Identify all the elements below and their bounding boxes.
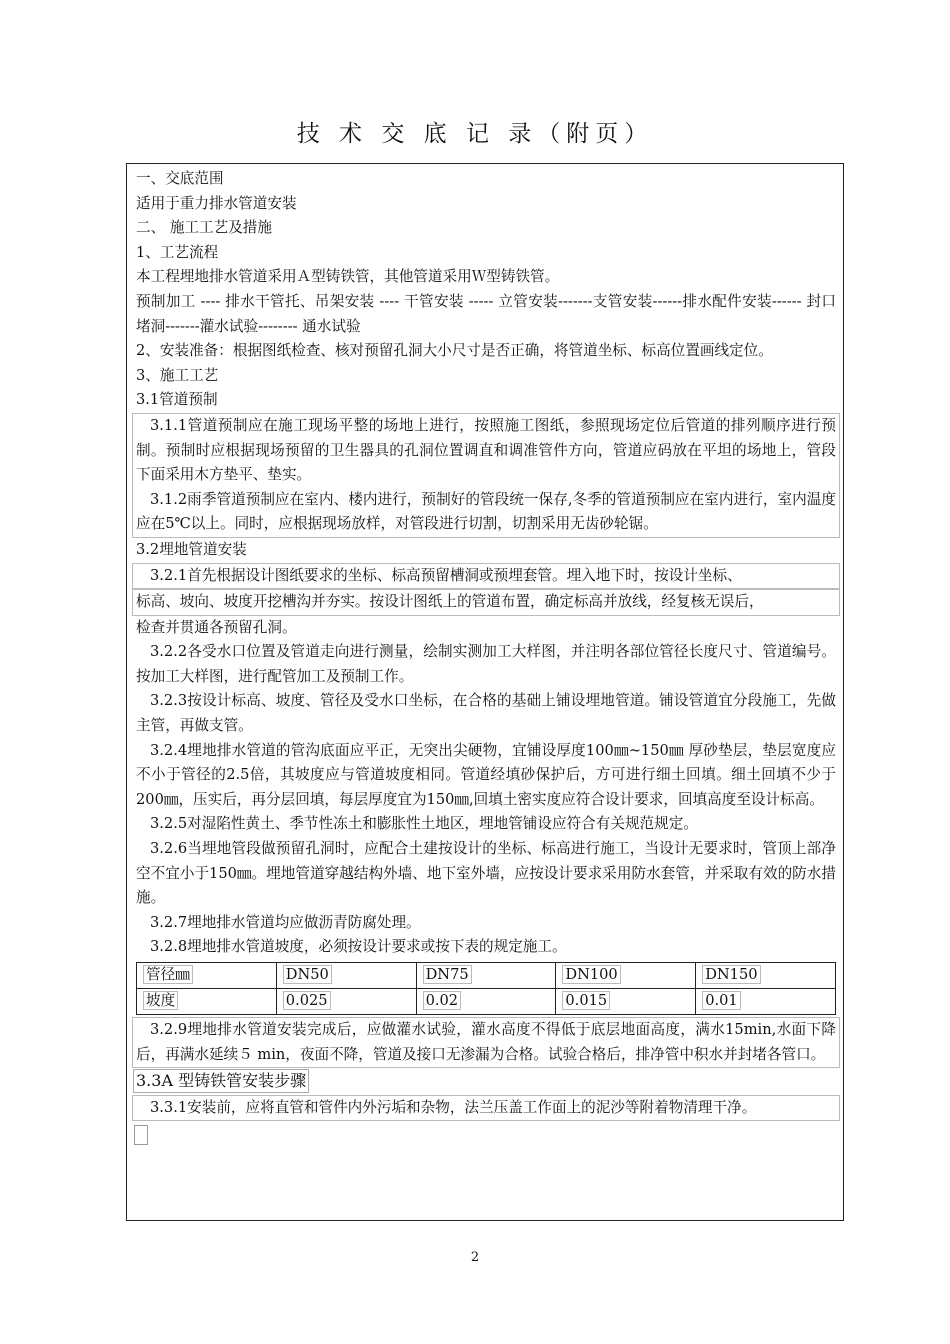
table-cell: DN100 — [556, 963, 696, 989]
section-process-heading: 二、 施工工艺及措施 — [136, 219, 272, 237]
table-cell: 0.01 — [696, 989, 836, 1015]
paragraph-3-2-3: 3.2.3按设计标高、坡度、管径及受水口坐标，在合格的基础上铺设埋地管道。铺设管道宜分段施工，先做主管，再做支管。 — [136, 692, 836, 735]
paragraph-3-2-5: 3.2.5对湿陷性黄土、季节性冻土和膨胀性土地区，埋地管铺设应符合有关规范规定。 — [150, 815, 698, 833]
prefab-paragraphs-box — [132, 413, 840, 538]
paragraph-3-2-9: 3.2.9埋地排水管道安装完成后，应做灌水试验，灌水高度不得低于底层地面高度，满水15min,水面下降后，再满水延续５ min，夜面不降，管道及接口无渗漏为合格。试验合格后，排净管中积水并封堵各管口。 — [132, 1017, 840, 1068]
paragraph-3-2-1-line1: 3.2.1首先根据设计图纸要求的坐标、标高预留槽洞或预埋套管。埋入地下时，按设计坐标、 — [132, 563, 840, 590]
pipe-prefab-heading: 3.1管道预制 — [136, 391, 218, 409]
paragraph-3-2-1-line3: 检查并贯通各预留孔洞。 — [136, 618, 297, 636]
empty-text-box[interactable] — [134, 1125, 148, 1145]
table-cell: 0.02 — [416, 989, 556, 1015]
process-flow-heading: 1、工艺流程 — [136, 243, 219, 261]
paragraph-3-1-2: 3.1.2雨季管道预制应在室内、楼内进行，预制好的管段统一保存,冬季的管道预制应在室内进行，室内温度应在5℃以上。同时，应根据现场放样，对管段进行切割，切割采用无齿砂轮锯。 — [136, 490, 836, 533]
table-cell: DN150 — [696, 963, 836, 989]
paragraph-3-2-1-line2: 标高、坡向、坡度开挖槽沟并夯实。按设计图纸上的管道布置，确定标高并放线，经复核无误后， — [132, 589, 840, 616]
process-flow-text: 预制加工 ---- 排水干管托、吊架安装 ---- 干管安装 ----- 立管安装-------支管安装------排水配件安装------ 封口堵洞-------灌水试验-------- 通水试验 — [136, 292, 836, 335]
table-cell: 坡度 — [137, 989, 277, 1015]
pipe-type-text: 本工程埋地排水管道采用Ａ型铸铁管，其他管道采用Ｗ型铸铁管。 — [136, 268, 560, 286]
paragraph-3-1-1: 3.1.1管道预制应在施工现场平整的场地上进行，按照施工图纸，参照现场定位后管道的排列顺序进行预制。预制时应根据现场预留的卫生器具的孔洞位置调直和调准管件方向，管道应码放在平坦的场地上，管段下面采用木方垫平、垫实。 — [136, 416, 836, 484]
paragraph-3-2-7: 3.2.7埋地排水管道均应做沥青防腐处理。 — [150, 913, 421, 931]
scope-text: 适用于重力排水管道安装 — [136, 194, 297, 212]
section-scope-heading: 一、交底范围 — [136, 170, 224, 187]
table-row — [137, 989, 836, 1015]
cast-iron-install-heading: 3.3A 型铸铁管安装步骤 — [133, 1069, 309, 1093]
paragraph-3-3-1: 3.3.1安装前，应将直管和管件内外污垢和杂物，法兰压盖工作面上的泥沙等附着物清理干净。 — [132, 1095, 840, 1122]
installation-prep-text: 2、安装准备：根据图纸检查、核对预留孔洞大小尺寸是否正确，将管道坐标、标高位置画线定位。 — [136, 342, 773, 360]
paragraph-3-2-2: 3.2.2各受水口位置及管道走向进行测量，绘制实测加工大样图，并注明各部位管径长度尺寸、管道编号。按加工大样图，进行配管加工及预制工作。 — [136, 643, 836, 685]
slope-table — [136, 962, 836, 1015]
document-title: 技 术 交 底 记 录（附页） — [296, 121, 654, 147]
table-cell: DN50 — [276, 963, 416, 989]
table-cell: 0.015 — [556, 989, 696, 1015]
paragraph-3-2-4: 3.2.4埋地排水管道的管沟底面应平正，无突出尖硬物，宜铺设厚度100㎜~150㎜ 厚砂垫层，垫层宽度应不小于管径的2.5倍，其坡度应与管道坡度相同。管道经填砂保护后，方可进行细土回填。细土回填不少于200㎜，压实后，再分层回填，每层厚度宜为150㎜,回填土密实度应符合设计要求，回填高度至设计标高。 — [136, 741, 836, 808]
cast-iron-heading-row — [136, 1068, 836, 1095]
buried-pipe-heading: 3.2埋地管道安装 — [136, 540, 247, 558]
page-number: 2 — [470, 1250, 480, 1265]
construction-process-heading: 3、施工工艺 — [136, 366, 219, 384]
table-cell: DN75 — [416, 963, 556, 989]
record-content — [136, 167, 836, 1145]
table-row — [137, 963, 836, 989]
table-cell: 管径㎜ — [137, 963, 277, 989]
table-cell: 0.025 — [276, 989, 416, 1015]
paragraph-3-2-6: 3.2.6当埋地管段做预留孔洞时，应配合土建按设计的坐标、标高进行施工，当设计无要求时，管顶上部净空不宜小于150㎜。埋地管道穿越结构外墙、地下室外墙，应按设计要求采用防水套管，并采取有效的防水措施。 — [136, 840, 836, 907]
paragraph-3-2-8: 3.2.8埋地排水管道坡度，必须按设计要求或按下表的规定施工。 — [150, 938, 567, 956]
